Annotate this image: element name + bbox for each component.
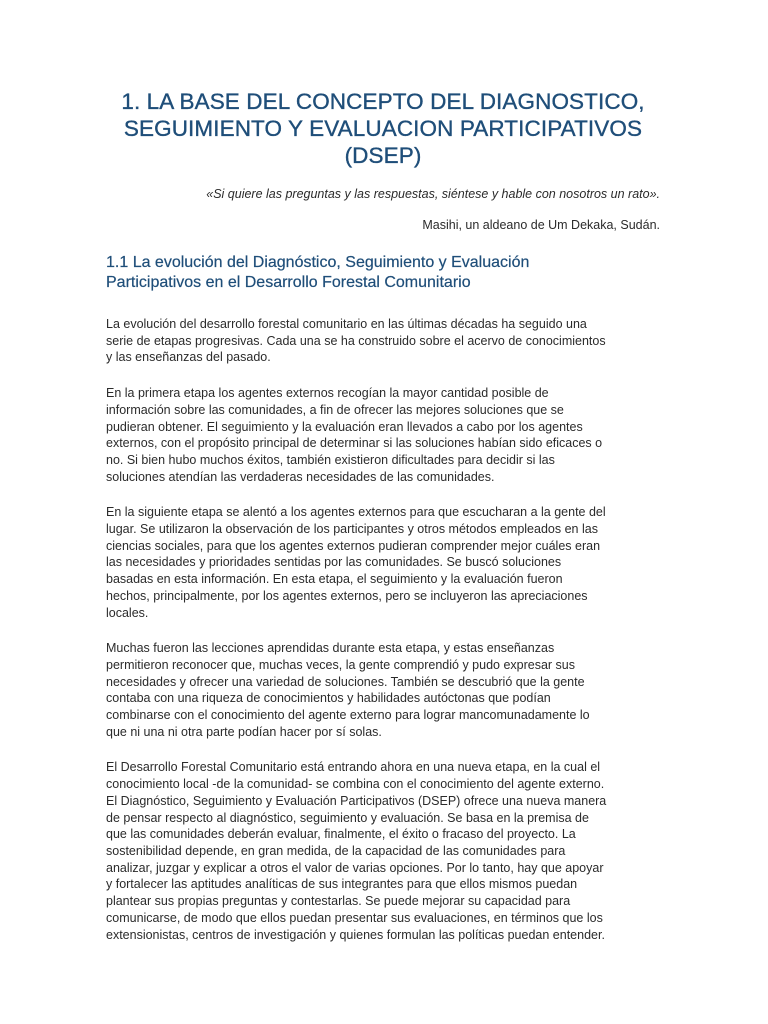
text-line: analizar, juzgar y explicar a otros el valor de varias opciones. Por lo tanto, hay que apoyar bbox=[106, 860, 604, 875]
text-line: sostenibilidad depende, en gran medida, de la capacidad de las comunidades para bbox=[106, 843, 566, 858]
text-line: las necesidades y prioridades sentidas por las comunidades. Se buscó soluciones bbox=[106, 555, 562, 570]
text-line: El Desarrollo Forestal Comunitario está entrando ahora en una nueva etapa, en la cual el bbox=[106, 760, 601, 775]
text-line: no. Si bien hubo muchos éxitos, también existieron dificultades para decidir si las bbox=[106, 452, 555, 467]
section-heading-line: 1.1 La evolución del Diagnóstico, Seguimiento y Evaluación bbox=[106, 254, 530, 271]
text-line: locales. bbox=[106, 605, 149, 620]
text-line: comunicarse, de modo que ellos puedan presentar sus evaluaciones, en términos que los bbox=[106, 910, 603, 925]
text-line: y las enseñanzas del pasado. bbox=[106, 350, 271, 365]
text-line: En la siguiente etapa se alentó a los agentes externos para que escucharan a la gente del bbox=[106, 505, 606, 520]
text-line: externos, con el propósito principal de determinar si las soluciones habían sido eficaces o bbox=[106, 436, 603, 451]
text-line: que las comunidades deberán evaluar, finalmente, el éxito o fracaso del proyecto. La bbox=[106, 827, 576, 842]
text-line: En la primera etapa los agentes externos recogían la mayor cantidad posible de bbox=[106, 386, 549, 401]
text-line: La evolución del desarrollo forestal comunitario en las últimas décadas ha seguido una bbox=[106, 317, 587, 331]
quote-attribution: Masihi, un aldeano de Um Dekaka, Sudán. bbox=[422, 218, 660, 232]
text-line: combinarse con el conocimiento del agente externo para lograr mancomunadamente lo bbox=[106, 708, 590, 723]
text-line: necesidades y ofrecer una variedad de soluciones. También se descubrió que la gente bbox=[106, 674, 585, 689]
text-line: soluciones atendían las verdaderas necesidades de las comunidades. bbox=[106, 469, 495, 484]
text-line: contaba con una riqueza de conocimientos y habilidades autóctonas que podían bbox=[106, 691, 551, 706]
section-heading-line: Participativos en el Desarrollo Forestal Comunitario bbox=[106, 274, 471, 291]
text-line: información sobre las comunidades, a fin de ofrecer las mejores soluciones que se bbox=[106, 402, 564, 417]
text-line: que ni una ni otra parte podían hacer por sí solas. bbox=[106, 724, 382, 739]
paragraph-5 bbox=[106, 759, 660, 943]
text-line: hechos, principalmente, por los agentes externos, pero se incluyeron las apreciaciones bbox=[106, 588, 588, 603]
title-line: SEGUIMIENTO Y EVALUACION PARTICIPATIVOS bbox=[123, 116, 643, 141]
document-title bbox=[106, 88, 660, 169]
text-line: extensionistas, centros de investigación y quienes formulan las políticas puedan entender. bbox=[106, 927, 605, 942]
epigraph-quote: «Si quiere las preguntas y las respuestas, siéntese y hable con nosotros un rato». bbox=[206, 187, 660, 201]
paragraph-1 bbox=[106, 316, 660, 366]
text-line: permitieron reconocer que, muchas veces, la gente comprendió y pudo expresar sus bbox=[106, 657, 576, 672]
text-line: basadas en esta información. En esta etapa, el seguimiento y la evaluación fueron bbox=[106, 572, 563, 587]
text-line: lugar. Se utilizaron la observación de los participantes y otros métodos empleados en las bbox=[106, 522, 598, 537]
text-line: serie de etapas progresivas. Cada una se ha construido sobre el acervo de conocimientos bbox=[106, 333, 606, 348]
paragraph-3 bbox=[106, 504, 660, 621]
title-line: 1. LA BASE DEL CONCEPTO DEL DIAGNOSTICO, bbox=[121, 89, 645, 114]
text-line: de pensar respecto al diagnóstico, seguimiento y evaluación. Se basa en la premisa de bbox=[106, 810, 589, 825]
text-line: El Diagnóstico, Seguimiento y Evaluación Participativos (DSEP) ofrece una nueva manera bbox=[106, 793, 607, 808]
title-line: (DSEP) bbox=[344, 143, 422, 168]
text-line: plantear sus propias preguntas y contestarlas. Se puede mejorar su capacidad para bbox=[106, 894, 571, 909]
section-heading bbox=[106, 253, 660, 293]
paragraph-2 bbox=[106, 385, 660, 485]
paragraph-4 bbox=[106, 640, 660, 740]
text-line: Muchas fueron las lecciones aprendidas durante esta etapa, y estas enseñanzas bbox=[106, 641, 555, 656]
text-line: y fortalecer las aptitudes analíticas de sus integrantes para que ellos mismos puedan bbox=[106, 877, 578, 892]
document-page bbox=[106, 88, 660, 943]
text-line: conocimiento local -de la comunidad- se combina con el conocimiento del agente externo. bbox=[106, 777, 605, 792]
text-line: pudieran obtener. El seguimiento y la evaluación eran llevados a cabo por los agentes bbox=[106, 419, 583, 434]
text-line: ciencias sociales, para que los agentes externos pudieran comprender mejor cuáles eran bbox=[106, 538, 601, 553]
